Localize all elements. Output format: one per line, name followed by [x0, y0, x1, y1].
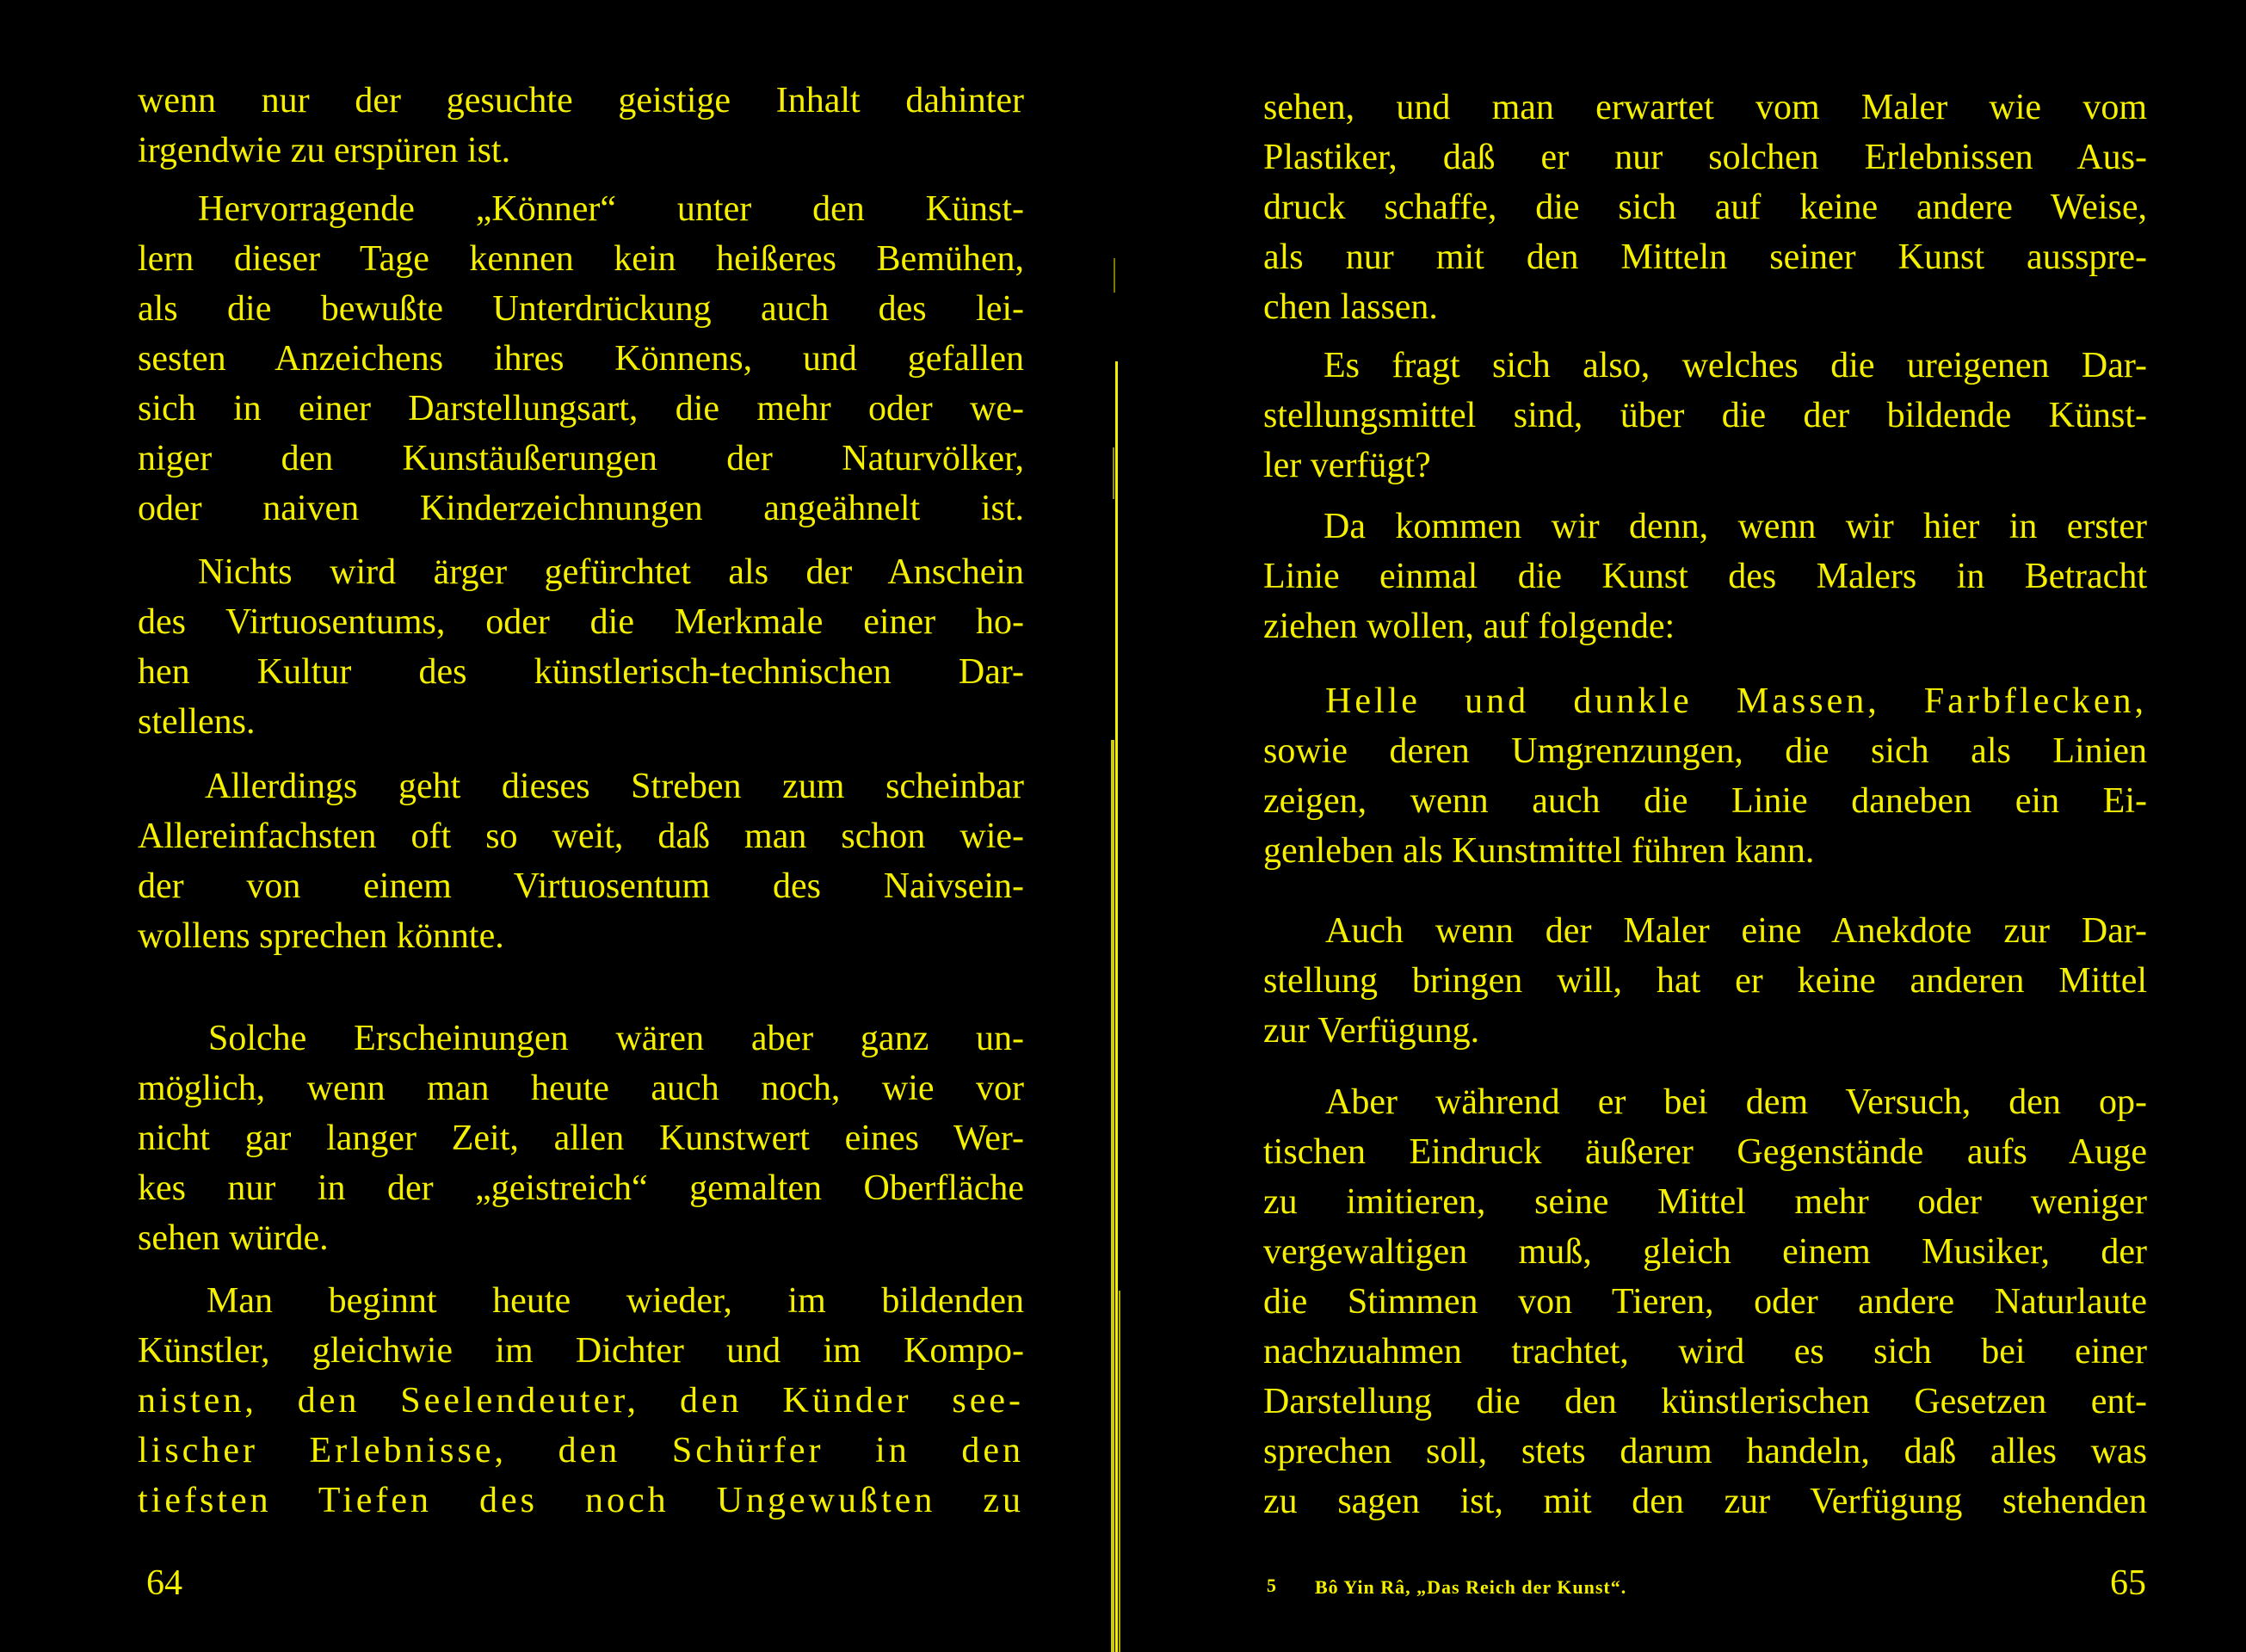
text-line: nisten, den Seelendeuter, den Künder see- [138, 1381, 1024, 1421]
text-line: Da kommen wir denn, wenn wir hier in erster [1324, 507, 2147, 546]
text-line: tischen Eindruck äußerer Gegenstände aufs Auge [1263, 1132, 2147, 1172]
text-line: nachzuahmen trachtet, wird es sich bei einer [1263, 1332, 2147, 1372]
text-line: hen Kultur des künstlerisch-technischen Dar- [138, 652, 1024, 692]
text-line: sprechen soll, stets darum handeln, daß alles was [1263, 1432, 2147, 1471]
right-paragraph-2 [1263, 341, 2147, 490]
text-line: Solche Erscheinungen wären aber ganz un- [208, 1019, 1024, 1058]
text-line: lern dieser Tage kennen kein heißeres Bemühen, [138, 239, 1024, 279]
left-paragraph-1 [138, 76, 1024, 176]
text-line: nicht gar langer Zeit, allen Kunstwert eines Wer- [138, 1119, 1024, 1158]
right-paragraph-4 [1263, 676, 2147, 876]
text-line: wollens sprechen könnte. [138, 916, 504, 956]
text-line: wenn nur der gesuchte geistige Inhalt dahinter [138, 81, 1024, 120]
text-line: Hervorragende „Könner“ unter den Künst- [198, 189, 1024, 229]
text-line: Darstellung die den künstlerischen Gesetzen ent- [1263, 1382, 2147, 1421]
left-paragraph-6 [138, 1276, 1024, 1526]
text-line: zur Verfügung. [1263, 1011, 1480, 1051]
left-paragraph-5 [138, 1014, 1024, 1263]
text-line: des Virtuosentums, oder die Merkmale einer ho- [138, 602, 1024, 642]
right-paragraph-3 [1263, 502, 2147, 651]
text-line: druck schaffe, die sich auf keine andere Weise, [1263, 188, 2147, 227]
text-line: ler verfügt? [1263, 446, 1431, 485]
left-page [0, 0, 1110, 1652]
text-line: ziehen wollen, auf folgende: [1263, 607, 1675, 646]
text-line: tiefsten Tiefen des noch Ungewußten zu [138, 1481, 1024, 1520]
left-paragraph-3 [138, 547, 1024, 747]
text-line: kes nur in der „geistreich“ gemalten Oberfläche [138, 1168, 1024, 1208]
text-line: zeigen, wenn auch die Linie daneben ein Ei- [1263, 781, 2147, 821]
text-line: möglich, wenn man heute auch noch, wie vor [138, 1069, 1024, 1108]
text-line: irgendwie zu erspüren ist. [138, 131, 511, 170]
text-line: Es fragt sich also, welches die ureigenen Dar- [1324, 346, 2147, 385]
text-line: vergewaltigen muß, gleich einem Musiker, der [1263, 1232, 2147, 1272]
text-line: chen lassen. [1263, 287, 1438, 327]
text-line: zu imitieren, seine Mittel mehr oder weniger [1263, 1182, 2147, 1222]
text-line: Auch wenn der Maler eine Anekdote zur Dar- [1325, 911, 2147, 951]
text-line: sesten Anzeichens ihres Könnens, und gefallen [138, 339, 1024, 379]
footnote-text: Bô Yin Râ, „Das Reich der Kunst“. [1315, 1576, 1627, 1598]
text-line: Plastiker, daß er nur solchen Erlebnissen Aus- [1263, 138, 2147, 177]
text-line: als nur mit den Mitteln seiner Kunst ausspre- [1263, 237, 2147, 277]
text-line: oder naiven Kinderzeichnungen angeähnelt ist. [138, 489, 1024, 528]
text-line: Man beginnt heute wieder, im bildenden [207, 1281, 1024, 1321]
text-line: Allerdings geht dieses Streben zum scheinbar [205, 767, 1024, 806]
text-line: Aber während er bei dem Versuch, den op- [1325, 1082, 2147, 1122]
text-line: Allereinfachsten oft so weit, daß man schon wie- [138, 817, 1024, 856]
text-line: lischer Erlebnisse, den Schürfer in den [138, 1431, 1024, 1470]
text-line: zu sagen ist, mit den zur Verfügung stehenden [1263, 1482, 2147, 1521]
text-line: Nichts wird ärger gefürchtet als der Anschein [198, 552, 1024, 592]
right-paragraph-5 [1263, 906, 2147, 1056]
text-line: der von einem Virtuosentum des Naivsein- [138, 866, 1024, 906]
text-line: sich in einer Darstellungsart, die mehr oder we- [138, 389, 1024, 428]
text-line: niger den Kunstäußerungen der Naturvölker, [138, 439, 1024, 478]
text-line: sehen würde. [138, 1218, 329, 1258]
text-line: Helle und dunkle Massen, Farbflecken, [1325, 681, 2147, 721]
text-line: die Stimmen von Tieren, oder andere Naturlaute [1263, 1282, 2147, 1322]
text-line: stellung bringen will, hat er keine anderen Mittel [1263, 961, 2147, 1001]
left-paragraph-2 [138, 184, 1024, 533]
left-paragraph-4 [138, 761, 1024, 961]
text-line: sehen, und man erwartet vom Maler wie vom [1263, 88, 2147, 127]
page-number-left: 64 [146, 1563, 182, 1603]
right-paragraph-6 [1263, 1077, 2147, 1526]
text-line: stellens. [138, 702, 256, 742]
text-line: Linie einmal die Kunst des Malers in Betracht [1263, 557, 2147, 596]
page-number-right: 65 [2110, 1563, 2146, 1603]
text-line: sowie deren Umgrenzungen, die sich als Linien [1263, 731, 2147, 771]
text-line: Künstler, gleichwie im Dichter und im Kompo- [138, 1331, 1024, 1371]
right-page [1119, 0, 2246, 1652]
text-line: genleben als Kunstmittel führen kann. [1263, 831, 1815, 871]
footnote-signature: 5 [1267, 1575, 1277, 1596]
right-paragraph-1 [1263, 83, 2147, 332]
text-line: als die bewußte Unterdrückung auch des lei- [138, 289, 1024, 329]
text-line: stellungsmittel sind, über die der bildende Künst- [1263, 396, 2147, 435]
